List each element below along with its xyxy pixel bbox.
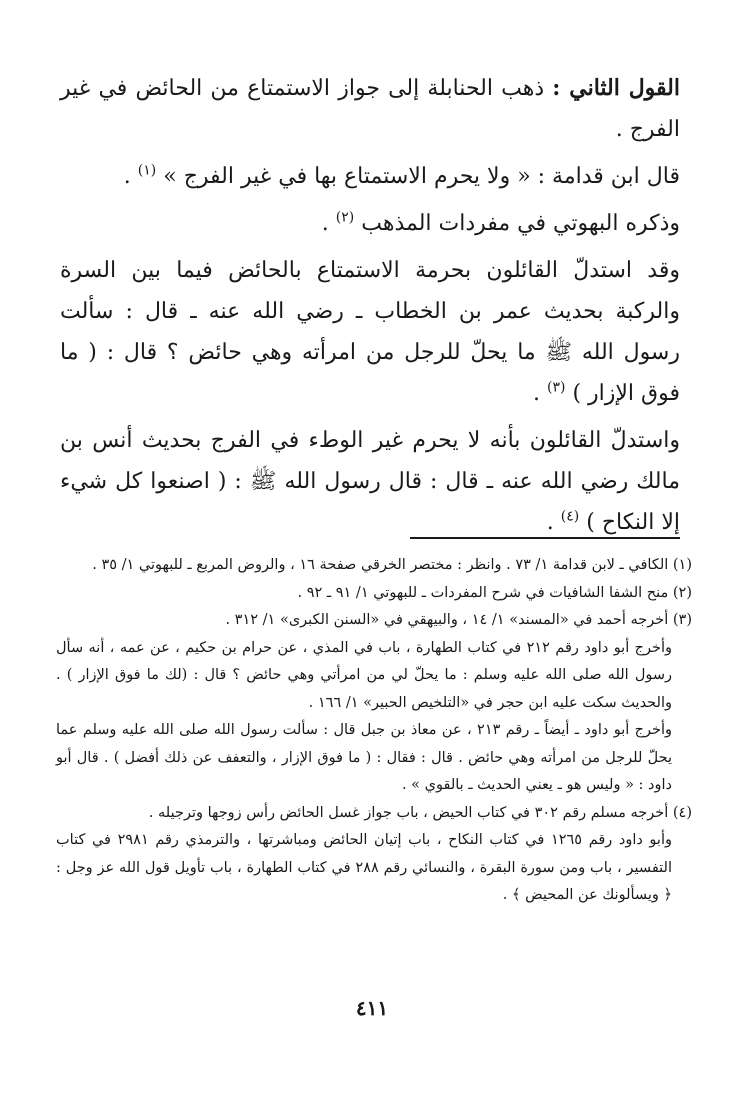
paragraph-text: ذهب الحنابلة إلى جواز الاستمتاع من الحائض في غير الفرج . xyxy=(60,76,680,142)
paragraph-end: . xyxy=(321,211,336,236)
paragraph-evidence-anas xyxy=(60,420,680,543)
footnote-2: (٢) منح الشفا الشافيات في شرح المفردات ـ للبهوتي ١/ ٩١ ـ ٩٢ . xyxy=(297,584,692,601)
paragraph-end: . xyxy=(546,510,561,535)
paragraph-buhuti xyxy=(60,203,680,244)
paragraph-end: . xyxy=(123,164,138,189)
footnote-3: (٣) أخرجه أحمد في «المسند» ١/ ١٤ ، والبيهقي في «السنن الكبرى» ١/ ٣١٢ . xyxy=(225,612,692,628)
paragraph-text: وقد استدلّ القائلون بحرمة الاستمتاع بالحائض فيما بين السرة والركبة بحديث عمر بن الخطاب ـ رضي الله عنه ـ قال : سألت رسول الله ﷺ ما يحلّ للرجل من امرأته وهي حائض ؟ قال : ( ما فوق الإزار ) xyxy=(60,258,680,406)
footnote-marker-1: (١) xyxy=(137,162,157,179)
footnote-4-continuation: وأبو داود رقم ١٢٦٥ في كتاب النكاح ، باب إتيان الحائض ومباشرتها ، والترمذي رقم ٢٩٨١ في كتاب التفسير ، باب ومن سورة البقرة ، والنسائي رقم ٢٨٨ في كتاب الطهارة ، باب تأويل قول الله عز وجل : ﴿ ويسألونك عن المحيض ﴾ . xyxy=(56,832,672,903)
footnote-separator xyxy=(410,537,680,539)
paragraph-text: واستدلّ القائلون بأنه لا يحرم غير الوطء في الفرج بحديث أنس بن مالك رضي الله عنه ـ قال : قال رسول الله ﷺ : ( اصنعوا كل شيء إلا النكاح ) xyxy=(60,428,680,535)
paragraph-evidence-umar xyxy=(60,250,680,414)
main-text xyxy=(60,68,680,549)
footnote-3-continuation-a: وأخرج أبو داود رقم ٢١٢ في كتاب الطهارة ، باب في المذي ، عن حرام بن حكيم ، عن عمه ، أنه سأل رسول الله صلى الله عليه وسلم : ما يحلّ لي من امرأتي وهي حائض ؟ قال : (لك ما فوق الإزار ) . والحديث سكت عليه ابن حجر في «التلخيص الحبير» ١/ ١٦٦ . xyxy=(56,639,673,711)
paragraph-text: وذكره البهوتي في مفردات المذهب xyxy=(361,211,680,236)
paragraph-text: قال ابن قدامة : « ولا يحرم الاستمتاع بها في غير الفرج » xyxy=(163,164,680,189)
paragraph-end: . xyxy=(532,381,547,406)
footnote-marker-2: (٢) xyxy=(335,209,355,226)
paragraph-second-opinion xyxy=(60,68,680,150)
page-number: ٤١١ xyxy=(355,996,389,1020)
footnote-1: (١) الكافي ـ لابن قدامة ١/ ٧٣ . وانظر : مختصر الخرقي صفحة ١٦ ، والروض المربع ـ للبهوتي ١/ ٣٥ . xyxy=(92,557,692,573)
footnotes xyxy=(56,552,692,910)
footnote-marker-3: (٣) xyxy=(546,379,566,396)
paragraph-ibn-qudamah xyxy=(60,156,680,197)
section-lead: القول الثاني : xyxy=(552,75,680,101)
footnote-marker-4: (٤) xyxy=(560,508,580,525)
footnote-4: (٤) أخرجه مسلم رقم ٣٠٢ في كتاب الحيض ، باب جواز غسل الحائض رأس زوجها وترجيله . xyxy=(148,804,692,821)
footnote-3-continuation-b: وأخرج أبو داود ـ أيضاً ـ رقم ٢١٣ ، عن معاذ بن جبل قال : سألت رسول الله صلى الله عليه وسلم عما يحلّ للرجل من امرأته وهي حائض . قال : فقال : ( ما فوق الإزار ، والتعفف عن ذلك أفضل ) . قال أبو داود : « وليس هو ـ يعني الحديث ـ بالقوي » . xyxy=(56,722,672,793)
